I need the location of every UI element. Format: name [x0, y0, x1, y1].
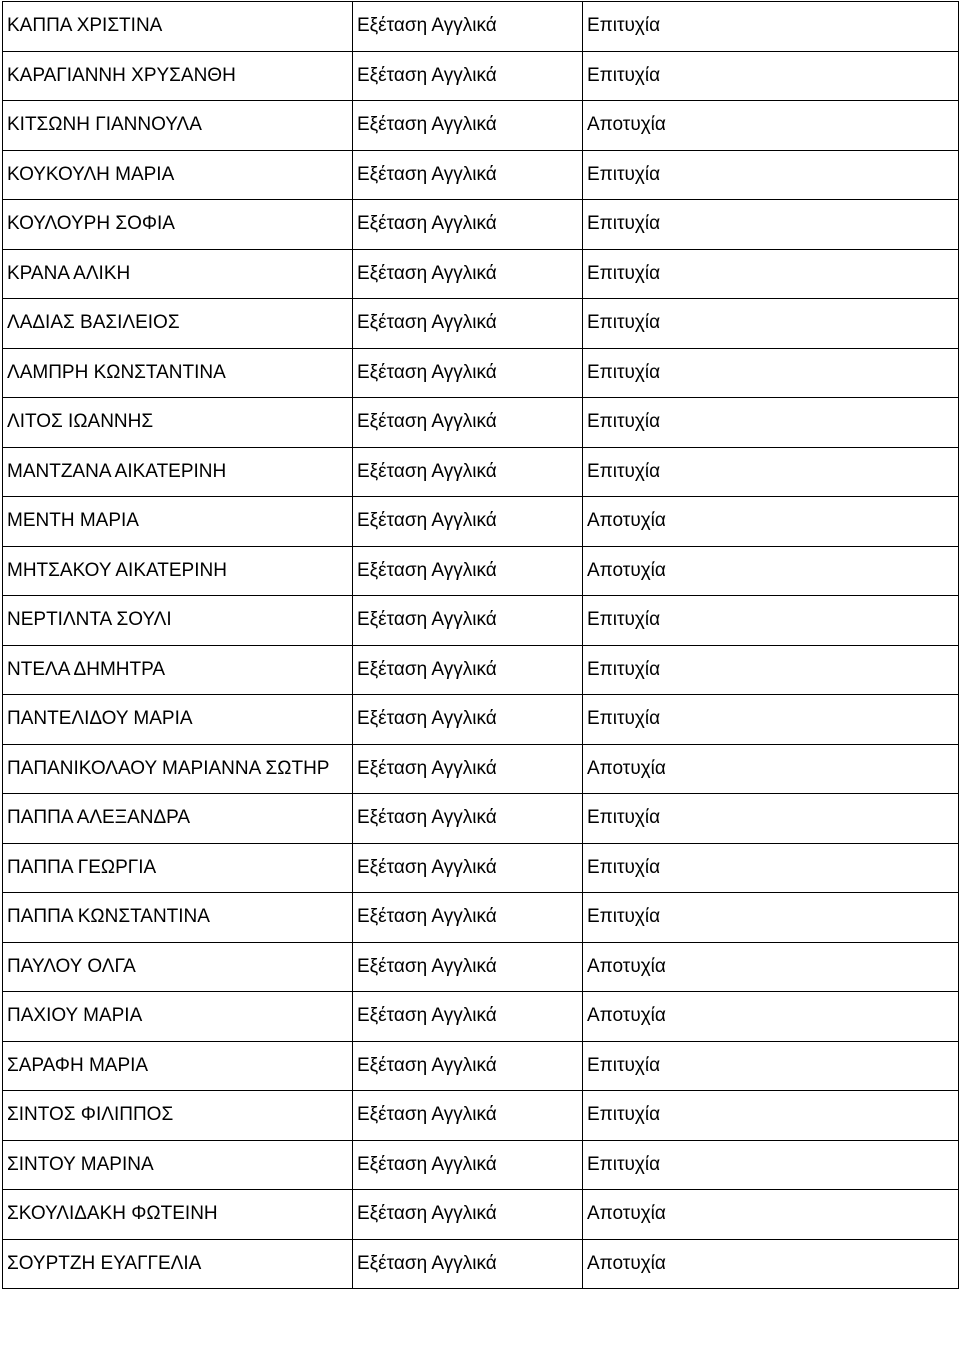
exam-cell: Εξέταση Αγγλικά — [353, 695, 583, 745]
student-name-cell: ΜΕΝΤΗ ΜΑΡΙΑ — [3, 497, 353, 547]
student-name-cell: ΠΑΠΠΑ ΓΕΩΡΓΙΑ — [3, 843, 353, 893]
exam-cell: Εξέταση Αγγλικά — [353, 942, 583, 992]
table-row — [3, 794, 959, 844]
exam-cell: Εξέταση Αγγλικά — [353, 645, 583, 695]
results-table — [2, 1, 959, 1289]
result-cell: Επιτυχία — [583, 2, 959, 52]
student-name-cell: ΚΙΤΣΩΝΗ ΓΙΑΝΝΟΥΛΑ — [3, 101, 353, 151]
result-cell: Αποτυχία — [583, 101, 959, 151]
student-name-cell: ΣΙΝΤΟΥ ΜΑΡΙΝΑ — [3, 1140, 353, 1190]
student-name-cell: ΣΚΟΥΛΙΔΑΚΗ ΦΩΤΕΙΝΗ — [3, 1190, 353, 1240]
result-cell: Επιτυχία — [583, 645, 959, 695]
result-cell: Επιτυχία — [583, 51, 959, 101]
student-name-cell: ΣΑΡΑΦΗ ΜΑΡΙΑ — [3, 1041, 353, 1091]
table-row — [3, 942, 959, 992]
exam-cell: Εξέταση Αγγλικά — [353, 1239, 583, 1289]
result-cell: Επιτυχία — [583, 348, 959, 398]
table-row — [3, 744, 959, 794]
student-name-cell: ΚΡΑΝΑ ΑΛΙΚΗ — [3, 249, 353, 299]
table-row — [3, 645, 959, 695]
table-row — [3, 497, 959, 547]
exam-cell: Εξέταση Αγγλικά — [353, 992, 583, 1042]
exam-cell: Εξέταση Αγγλικά — [353, 596, 583, 646]
student-name-cell: ΚΟΥΛΟΥΡΗ ΣΟΦΙΑ — [3, 200, 353, 250]
student-name-cell: ΣΟΥΡΤΖΗ ΕΥΑΓΓΕΛΙΑ — [3, 1239, 353, 1289]
table-row — [3, 1140, 959, 1190]
student-name-cell: ΛΑΔΙΑΣ ΒΑΣΙΛΕΙΟΣ — [3, 299, 353, 349]
student-name-cell: ΠΑΠΠΑ ΑΛΕΞΑΝΔΡΑ — [3, 794, 353, 844]
table-row — [3, 249, 959, 299]
student-name-cell: ΠΑΠΠΑ ΚΩΝΣΤΑΝΤΙΝΑ — [3, 893, 353, 943]
exam-cell: Εξέταση Αγγλικά — [353, 299, 583, 349]
student-name-cell: ΠΑΧΙΟΥ ΜΑΡΙΑ — [3, 992, 353, 1042]
result-cell: Επιτυχία — [583, 794, 959, 844]
exam-cell: Εξέταση Αγγλικά — [353, 546, 583, 596]
table-row — [3, 150, 959, 200]
result-cell: Επιτυχία — [583, 843, 959, 893]
student-name-cell: ΚΑΡΑΓΙΑΝΝΗ ΧΡΥΣΑΝΘΗ — [3, 51, 353, 101]
exam-cell: Εξέταση Αγγλικά — [353, 2, 583, 52]
table-row — [3, 299, 959, 349]
result-cell: Επιτυχία — [583, 249, 959, 299]
table-row — [3, 695, 959, 745]
table-row — [3, 200, 959, 250]
table-row — [3, 893, 959, 943]
result-cell: Επιτυχία — [583, 150, 959, 200]
result-cell: Επιτυχία — [583, 695, 959, 745]
result-cell: Αποτυχία — [583, 942, 959, 992]
table-row — [3, 51, 959, 101]
exam-cell: Εξέταση Αγγλικά — [353, 1091, 583, 1141]
table-row — [3, 348, 959, 398]
student-name-cell: ΣΙΝΤΟΣ ΦΙΛΙΠΠΟΣ — [3, 1091, 353, 1141]
table-row — [3, 843, 959, 893]
result-cell: Αποτυχία — [583, 546, 959, 596]
result-cell: Επιτυχία — [583, 596, 959, 646]
result-cell: Αποτυχία — [583, 1190, 959, 1240]
student-name-cell: ΠΑΠΑΝΙΚΟΛΑΟΥ ΜΑΡΙΑΝΝΑ ΣΩΤΗΡ — [3, 744, 353, 794]
result-cell: Επιτυχία — [583, 299, 959, 349]
table-row — [3, 992, 959, 1042]
result-cell: Επιτυχία — [583, 398, 959, 448]
table-row — [3, 596, 959, 646]
exam-cell: Εξέταση Αγγλικά — [353, 1190, 583, 1240]
student-name-cell: ΝΤΕΛΑ ΔΗΜΗΤΡΑ — [3, 645, 353, 695]
table-row — [3, 101, 959, 151]
table-row — [3, 1041, 959, 1091]
result-cell: Αποτυχία — [583, 1239, 959, 1289]
result-cell: Επιτυχία — [583, 1140, 959, 1190]
exam-cell: Εξέταση Αγγλικά — [353, 101, 583, 151]
exam-cell: Εξέταση Αγγλικά — [353, 200, 583, 250]
student-name-cell: ΛΙΤΟΣ ΙΩΑΝΝΗΣ — [3, 398, 353, 448]
table-row — [3, 2, 959, 52]
result-cell: Επιτυχία — [583, 893, 959, 943]
table-row — [3, 546, 959, 596]
table-row — [3, 1190, 959, 1240]
exam-cell: Εξέταση Αγγλικά — [353, 150, 583, 200]
result-cell: Επιτυχία — [583, 1091, 959, 1141]
results-table-body — [3, 2, 959, 1289]
exam-cell: Εξέταση Αγγλικά — [353, 744, 583, 794]
student-name-cell: ΚΟΥΚΟΥΛΗ ΜΑΡΙΑ — [3, 150, 353, 200]
table-row — [3, 398, 959, 448]
result-cell: Επιτυχία — [583, 447, 959, 497]
exam-cell: Εξέταση Αγγλικά — [353, 1140, 583, 1190]
student-name-cell: ΝΕΡΤΙΛΝΤΑ ΣΟΥΛΙ — [3, 596, 353, 646]
result-cell: Αποτυχία — [583, 992, 959, 1042]
exam-cell: Εξέταση Αγγλικά — [353, 893, 583, 943]
exam-cell: Εξέταση Αγγλικά — [353, 497, 583, 547]
student-name-cell: ΠΑΥΛΟΥ ΟΛΓΑ — [3, 942, 353, 992]
result-cell: Αποτυχία — [583, 744, 959, 794]
result-cell: Επιτυχία — [583, 1041, 959, 1091]
exam-cell: Εξέταση Αγγλικά — [353, 794, 583, 844]
exam-cell: Εξέταση Αγγλικά — [353, 249, 583, 299]
exam-cell: Εξέταση Αγγλικά — [353, 447, 583, 497]
exam-cell: Εξέταση Αγγλικά — [353, 348, 583, 398]
exam-cell: Εξέταση Αγγλικά — [353, 1041, 583, 1091]
table-row — [3, 447, 959, 497]
exam-cell: Εξέταση Αγγλικά — [353, 51, 583, 101]
table-row — [3, 1239, 959, 1289]
exam-cell: Εξέταση Αγγλικά — [353, 843, 583, 893]
table-row — [3, 1091, 959, 1141]
student-name-cell: ΛΑΜΠΡΗ ΚΩΝΣΤΑΝΤΙΝΑ — [3, 348, 353, 398]
student-name-cell: ΚΑΠΠΑ ΧΡΙΣΤΙΝΑ — [3, 2, 353, 52]
student-name-cell: ΜΑΝΤΖΑΝΑ ΑΙΚΑΤΕΡΙΝΗ — [3, 447, 353, 497]
student-name-cell: ΠΑΝΤΕΛΙΔΟΥ ΜΑΡΙΑ — [3, 695, 353, 745]
result-cell: Αποτυχία — [583, 497, 959, 547]
exam-cell: Εξέταση Αγγλικά — [353, 398, 583, 448]
student-name-cell: ΜΗΤΣΑΚΟΥ ΑΙΚΑΤΕΡΙΝΗ — [3, 546, 353, 596]
result-cell: Επιτυχία — [583, 200, 959, 250]
